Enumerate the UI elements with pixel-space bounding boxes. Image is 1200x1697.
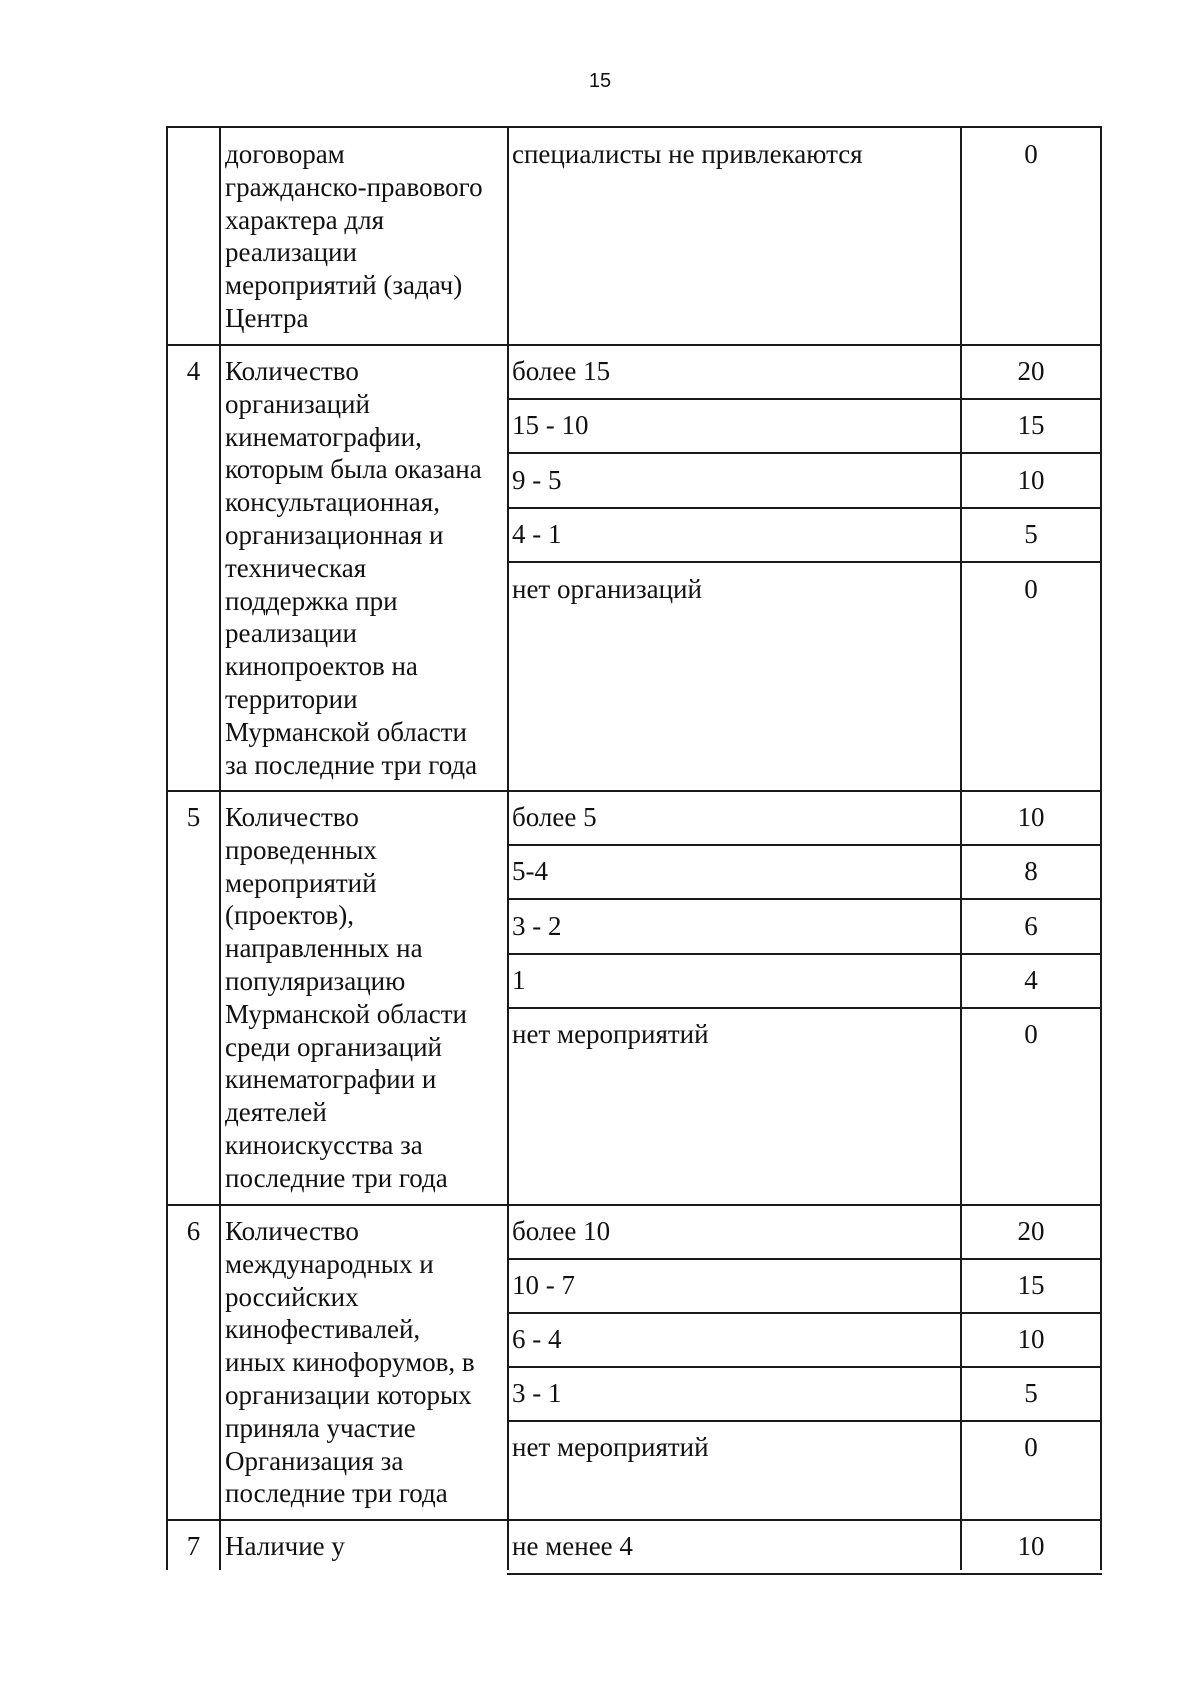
criterion-cell	[225, 138, 505, 335]
option-label: более 15	[512, 356, 611, 386]
criterion-line: Мурманской области	[225, 998, 467, 1029]
criterion-line: которым была оказана	[225, 454, 482, 485]
criterion-line: организаций	[225, 388, 370, 419]
criterion-line: Организация за	[225, 1445, 404, 1476]
row-number: 6	[186, 1216, 201, 1246]
criterion-cell	[225, 801, 505, 1195]
criterion-line: организации которых	[225, 1379, 472, 1410]
option-score: 20	[1017, 356, 1045, 386]
option-divider	[507, 1258, 1102, 1260]
criterion-line: среди организаций	[225, 1031, 443, 1062]
option-score: 0	[1024, 1019, 1038, 1049]
criterion-line: характера для	[225, 204, 385, 235]
option-score: 10	[1017, 1531, 1045, 1561]
criterion-line: мероприятий (задач)	[225, 270, 463, 301]
option-divider	[507, 898, 1102, 900]
criterion-line: договорам	[225, 139, 345, 169]
criterion-line: (проектов),	[225, 900, 354, 931]
criterion-line: популяризацию	[225, 965, 406, 996]
criterion-line: реализации	[225, 237, 357, 268]
option-label: 4 - 1	[512, 519, 562, 549]
criterion-line: поддержка при	[225, 585, 398, 616]
row-divider	[166, 790, 1102, 792]
option-score: 20	[1017, 1216, 1045, 1246]
option-divider	[507, 1007, 1102, 1009]
option-divider	[507, 452, 1102, 454]
option-label: 10 - 7	[512, 1270, 575, 1300]
row-divider	[166, 1204, 1102, 1206]
row-number: 5	[186, 802, 201, 832]
criterion-line: мероприятий	[225, 867, 377, 898]
criterion-line: Количество	[225, 802, 359, 832]
criterion-line: консультационная,	[225, 487, 440, 518]
option-score: 0	[1024, 574, 1038, 604]
criterion-line: последние три года	[225, 1162, 448, 1193]
criterion-line: кинематографии и	[225, 1064, 437, 1095]
criterion-cell	[225, 1530, 505, 1563]
option-score: 10	[1017, 802, 1045, 832]
option-label: специалисты не привлекаются	[512, 139, 863, 169]
option-divider	[507, 1420, 1102, 1422]
option-label: более 5	[512, 802, 597, 832]
option-divider	[507, 398, 1102, 400]
option-divider	[507, 844, 1102, 846]
criterion-line: направленных на	[225, 933, 423, 964]
criterion-cell	[225, 1215, 505, 1510]
option-divider	[507, 1366, 1102, 1368]
row-number: 7	[186, 1531, 201, 1561]
option-score: 5	[1024, 519, 1038, 549]
table-border-top	[166, 126, 1102, 128]
option-score: 6	[1024, 911, 1038, 941]
option-divider	[507, 561, 1102, 563]
option-label: 9 - 5	[512, 465, 562, 495]
criterion-line: Количество	[225, 356, 359, 386]
criterion-line: российских	[225, 1281, 359, 1312]
option-label: 1	[512, 965, 526, 995]
criterion-cell	[225, 355, 505, 781]
option-label: не менее 4	[512, 1531, 633, 1561]
criterion-line: техническая	[225, 552, 367, 583]
page-number: 15	[588, 70, 612, 92]
option-label: нет организаций	[512, 574, 702, 604]
criterion-line: международных и	[225, 1248, 434, 1279]
option-label: 3 - 1	[512, 1378, 562, 1408]
criterion-line: территории	[225, 683, 358, 714]
option-score: 10	[1017, 465, 1045, 495]
row-divider	[507, 1573, 1102, 1575]
option-divider	[507, 507, 1102, 509]
row-number: 4	[186, 356, 201, 386]
criterion-line: Центра	[225, 302, 309, 333]
criterion-line: киноискусства за	[225, 1129, 423, 1160]
row-divider	[166, 1519, 1102, 1521]
criterion-line: гражданско-правового	[225, 171, 483, 202]
criterion-line: Мурманской области	[225, 716, 467, 747]
criterion-line: реализации	[225, 618, 357, 649]
option-score: 0	[1024, 1432, 1038, 1462]
option-score: 15	[1017, 1270, 1045, 1300]
criterion-line: кинематографии,	[225, 421, 422, 452]
criterion-line: Количество	[225, 1216, 359, 1246]
option-score: 10	[1017, 1324, 1045, 1354]
option-score: 0	[1024, 139, 1038, 169]
option-label: 3 - 2	[512, 911, 562, 941]
criterion-line: иных кинофорумов, в	[225, 1347, 475, 1378]
criterion-line: кинофестивалей,	[225, 1314, 421, 1345]
option-divider	[507, 1312, 1102, 1314]
criterion-line: приняла участие	[225, 1412, 416, 1443]
criterion-line: деятелей	[225, 1097, 327, 1128]
row-divider	[166, 344, 1102, 346]
criterion-line: организационная и	[225, 519, 444, 550]
criterion-line: кинопроектов на	[225, 651, 418, 682]
option-label: нет мероприятий	[512, 1432, 709, 1462]
criterion-line: Наличие у	[225, 1531, 345, 1561]
option-label: 5-4	[512, 856, 548, 886]
option-label: 6 - 4	[512, 1324, 562, 1354]
option-label: более 10	[512, 1216, 611, 1246]
option-label: нет мероприятий	[512, 1019, 709, 1049]
criterion-line: за последние три года	[225, 749, 478, 780]
option-score: 8	[1024, 856, 1038, 886]
criterion-line: последние три года	[225, 1478, 448, 1509]
option-label: 15 - 10	[512, 410, 589, 440]
option-divider	[507, 953, 1102, 955]
criterion-line: проведенных	[225, 834, 377, 865]
option-score: 15	[1017, 410, 1045, 440]
option-score: 4	[1024, 965, 1038, 995]
option-score: 5	[1024, 1378, 1038, 1408]
